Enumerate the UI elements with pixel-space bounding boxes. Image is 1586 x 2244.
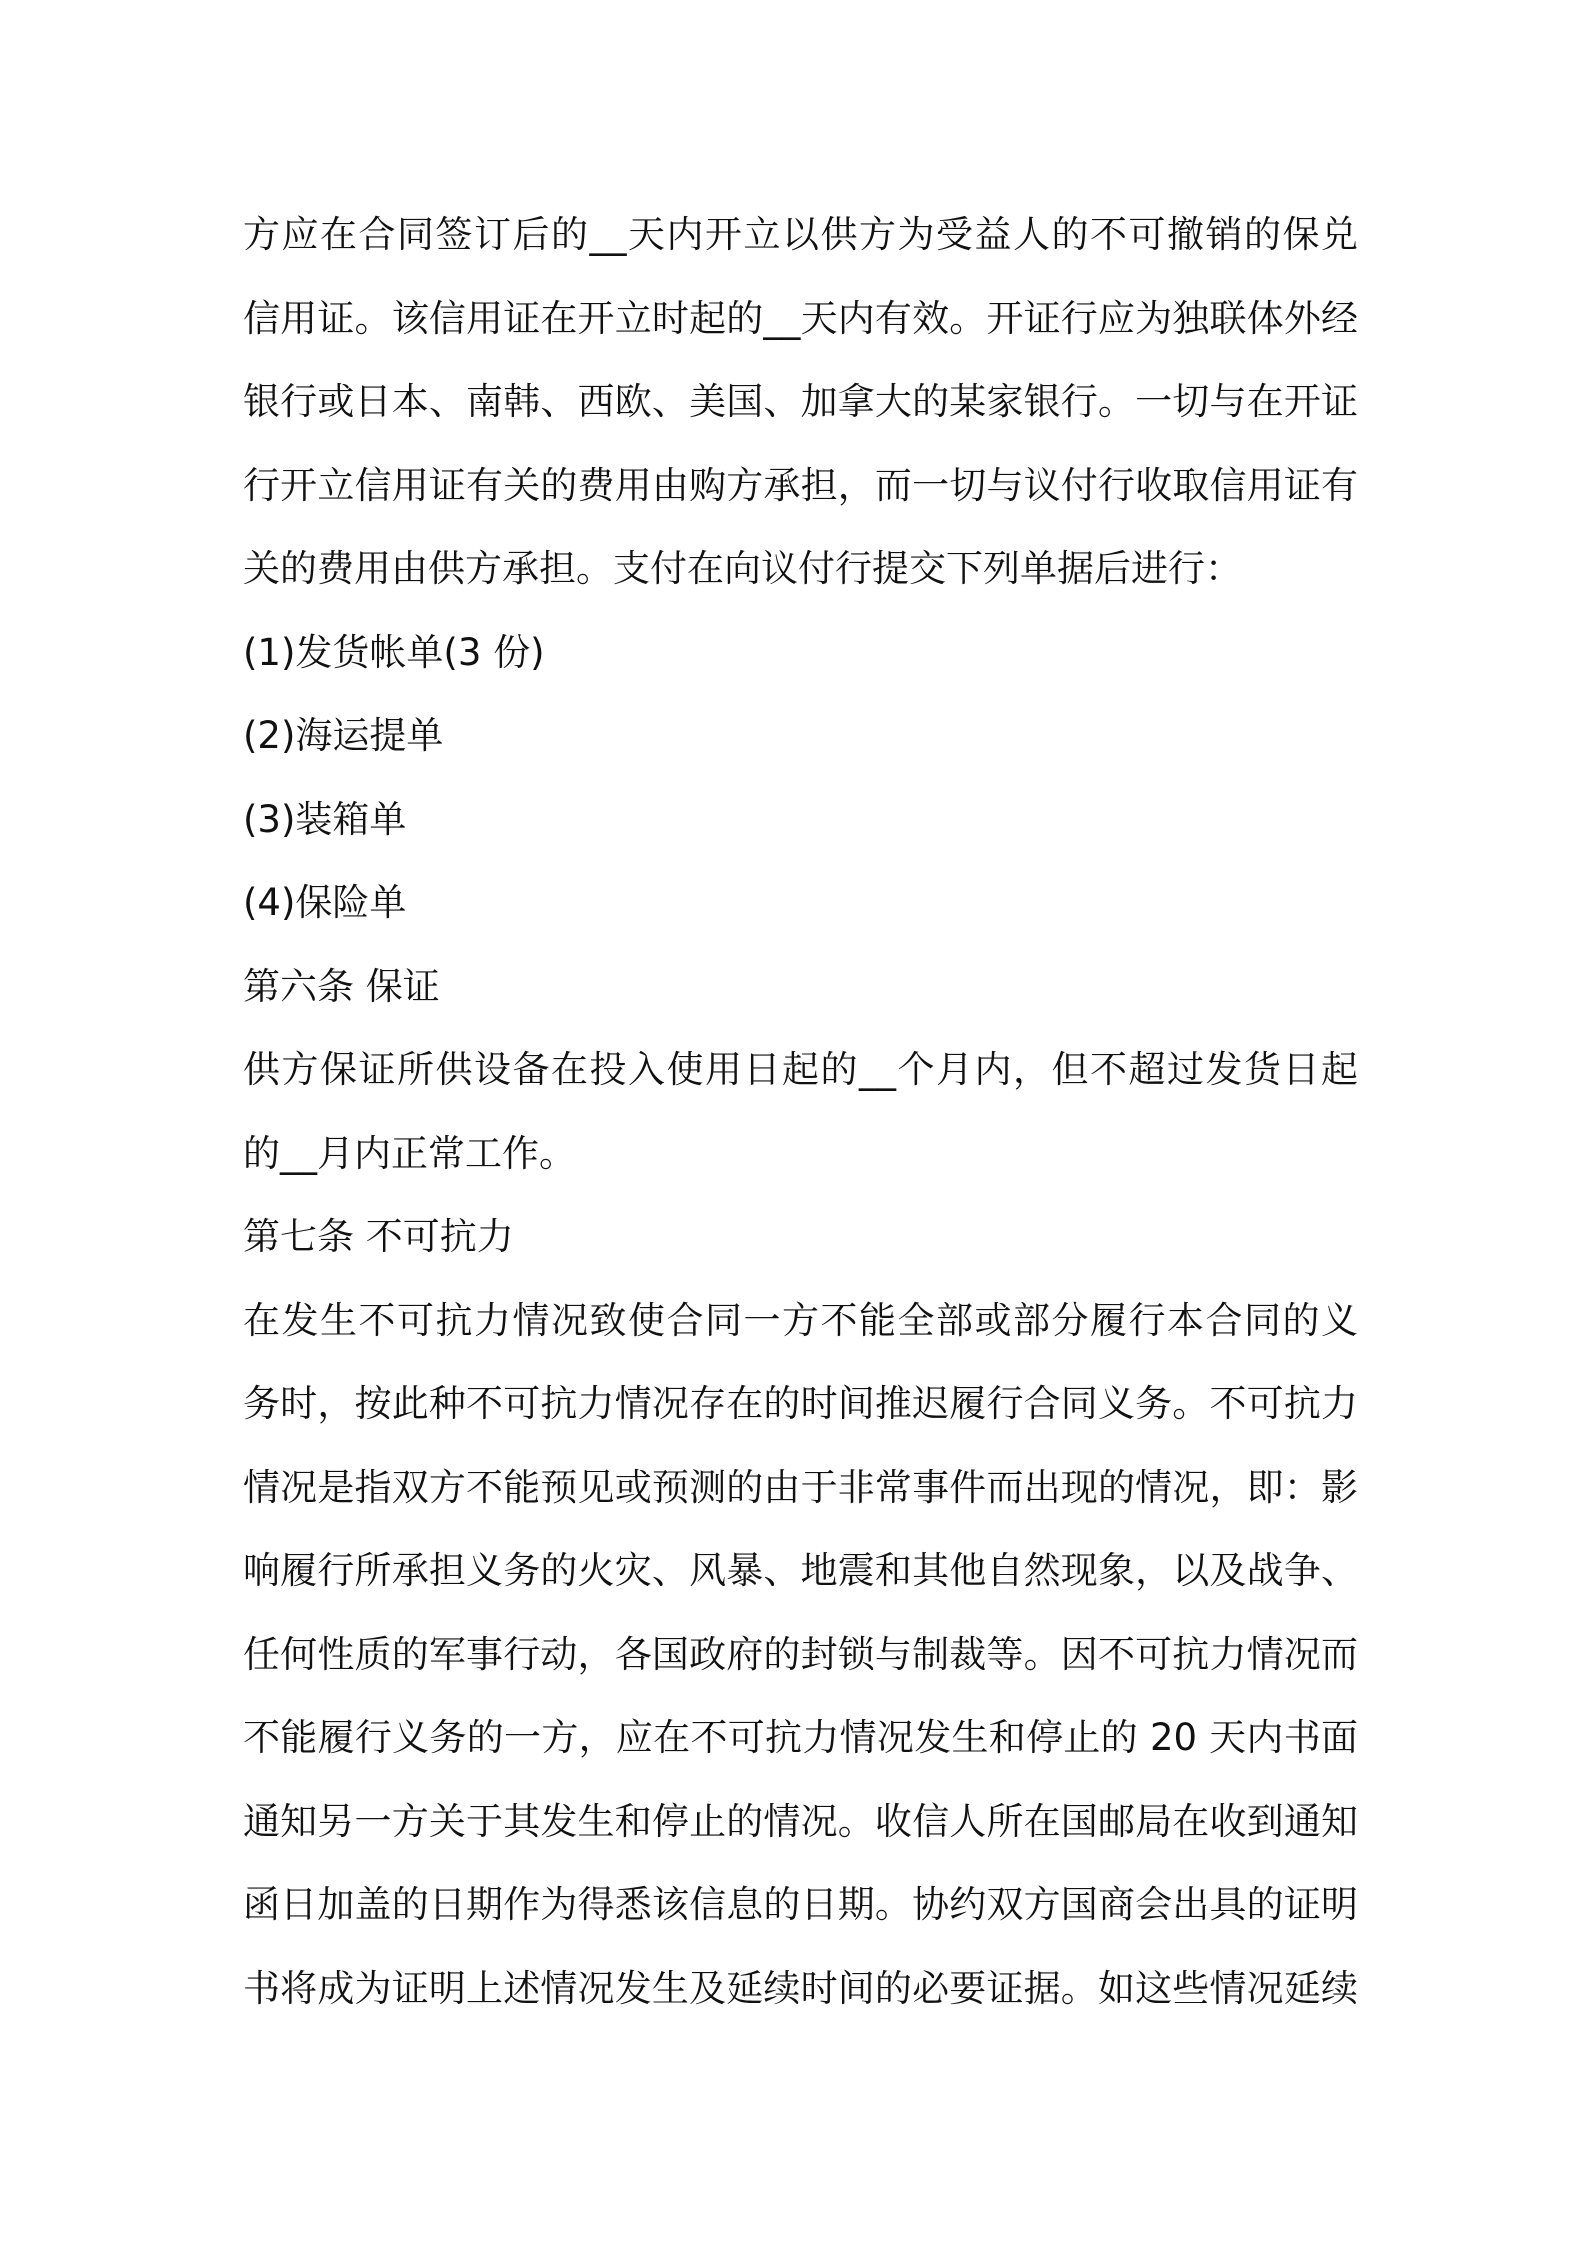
list-item: (1)发货帐单(3 份) [243, 630, 545, 674]
paragraph-line: 信用证。该信用证在开立时起的__天内有效。开证行应为独联体外经 [243, 296, 1358, 340]
paragraph-line: 任何性质的军事行动，各国政府的封锁与制裁等。因不可抗力情况而 [243, 1632, 1358, 1676]
paragraph-line: 在发生不可抗力情况致使合同一方不能全部或部分履行本合同的义 [243, 1298, 1358, 1342]
paragraph-line: 供方保证所供设备在投入使用日起的__个月内，但不超过发货日起 [243, 1048, 1358, 1091]
section-heading: 第七条 不可抗力 [243, 1215, 514, 1258]
paragraph-line: 响履行所承担义务的火灾、风暴、地震和其他自然现象，以及战争、 [243, 1549, 1358, 1592]
paragraph-line: 行开立信用证有关的费用由购方承担，而一切与议付行收取信用证有 [243, 463, 1358, 507]
list-item: (2)海运提单 [243, 714, 444, 757]
list-item: (4)保险单 [243, 881, 407, 924]
paragraph-line: 书将成为证明上述情况发生及延续时间的必要证据。如这些情况延续 [243, 1966, 1358, 2010]
paragraph-line: 银行或日本、南韩、西欧、美国、加拿大的某家银行。一切与在开证 [243, 380, 1358, 423]
paragraph-line: 情况是指双方不能预见或预测的由于非常事件而出现的情况，即：影 [243, 1465, 1358, 1509]
document-body [243, 193, 1358, 2030]
paragraph-line: 函日加盖的日期作为得悉该信息的日期。协约双方国商会出具的证明 [243, 1883, 1358, 1926]
paragraph-line: 不能履行义务的一方，应在不可抗力情况发生和停止的 20 天内书面 [243, 1716, 1358, 1759]
list-item: (3)装箱单 [243, 797, 407, 841]
paragraph-line: 务时，按此种不可抗力情况存在的时间推迟履行合同义务。不可抗力 [243, 1382, 1358, 1425]
paragraph-line: 方应在合同签订后的__天内开立以供方为受益人的不可撤销的保兑 [243, 213, 1358, 256]
paragraph-line: 的__月内正常工作。 [243, 1131, 576, 1175]
section-heading: 第六条 保证 [243, 964, 440, 1008]
paragraph-line: 关的费用由供方承担。支付在向议付行提交下列单据后进行： [243, 547, 1242, 590]
paragraph-line: 通知另一方关于其发生和停止的情况。收信人所在国邮局在收到通知 [243, 1799, 1358, 1843]
